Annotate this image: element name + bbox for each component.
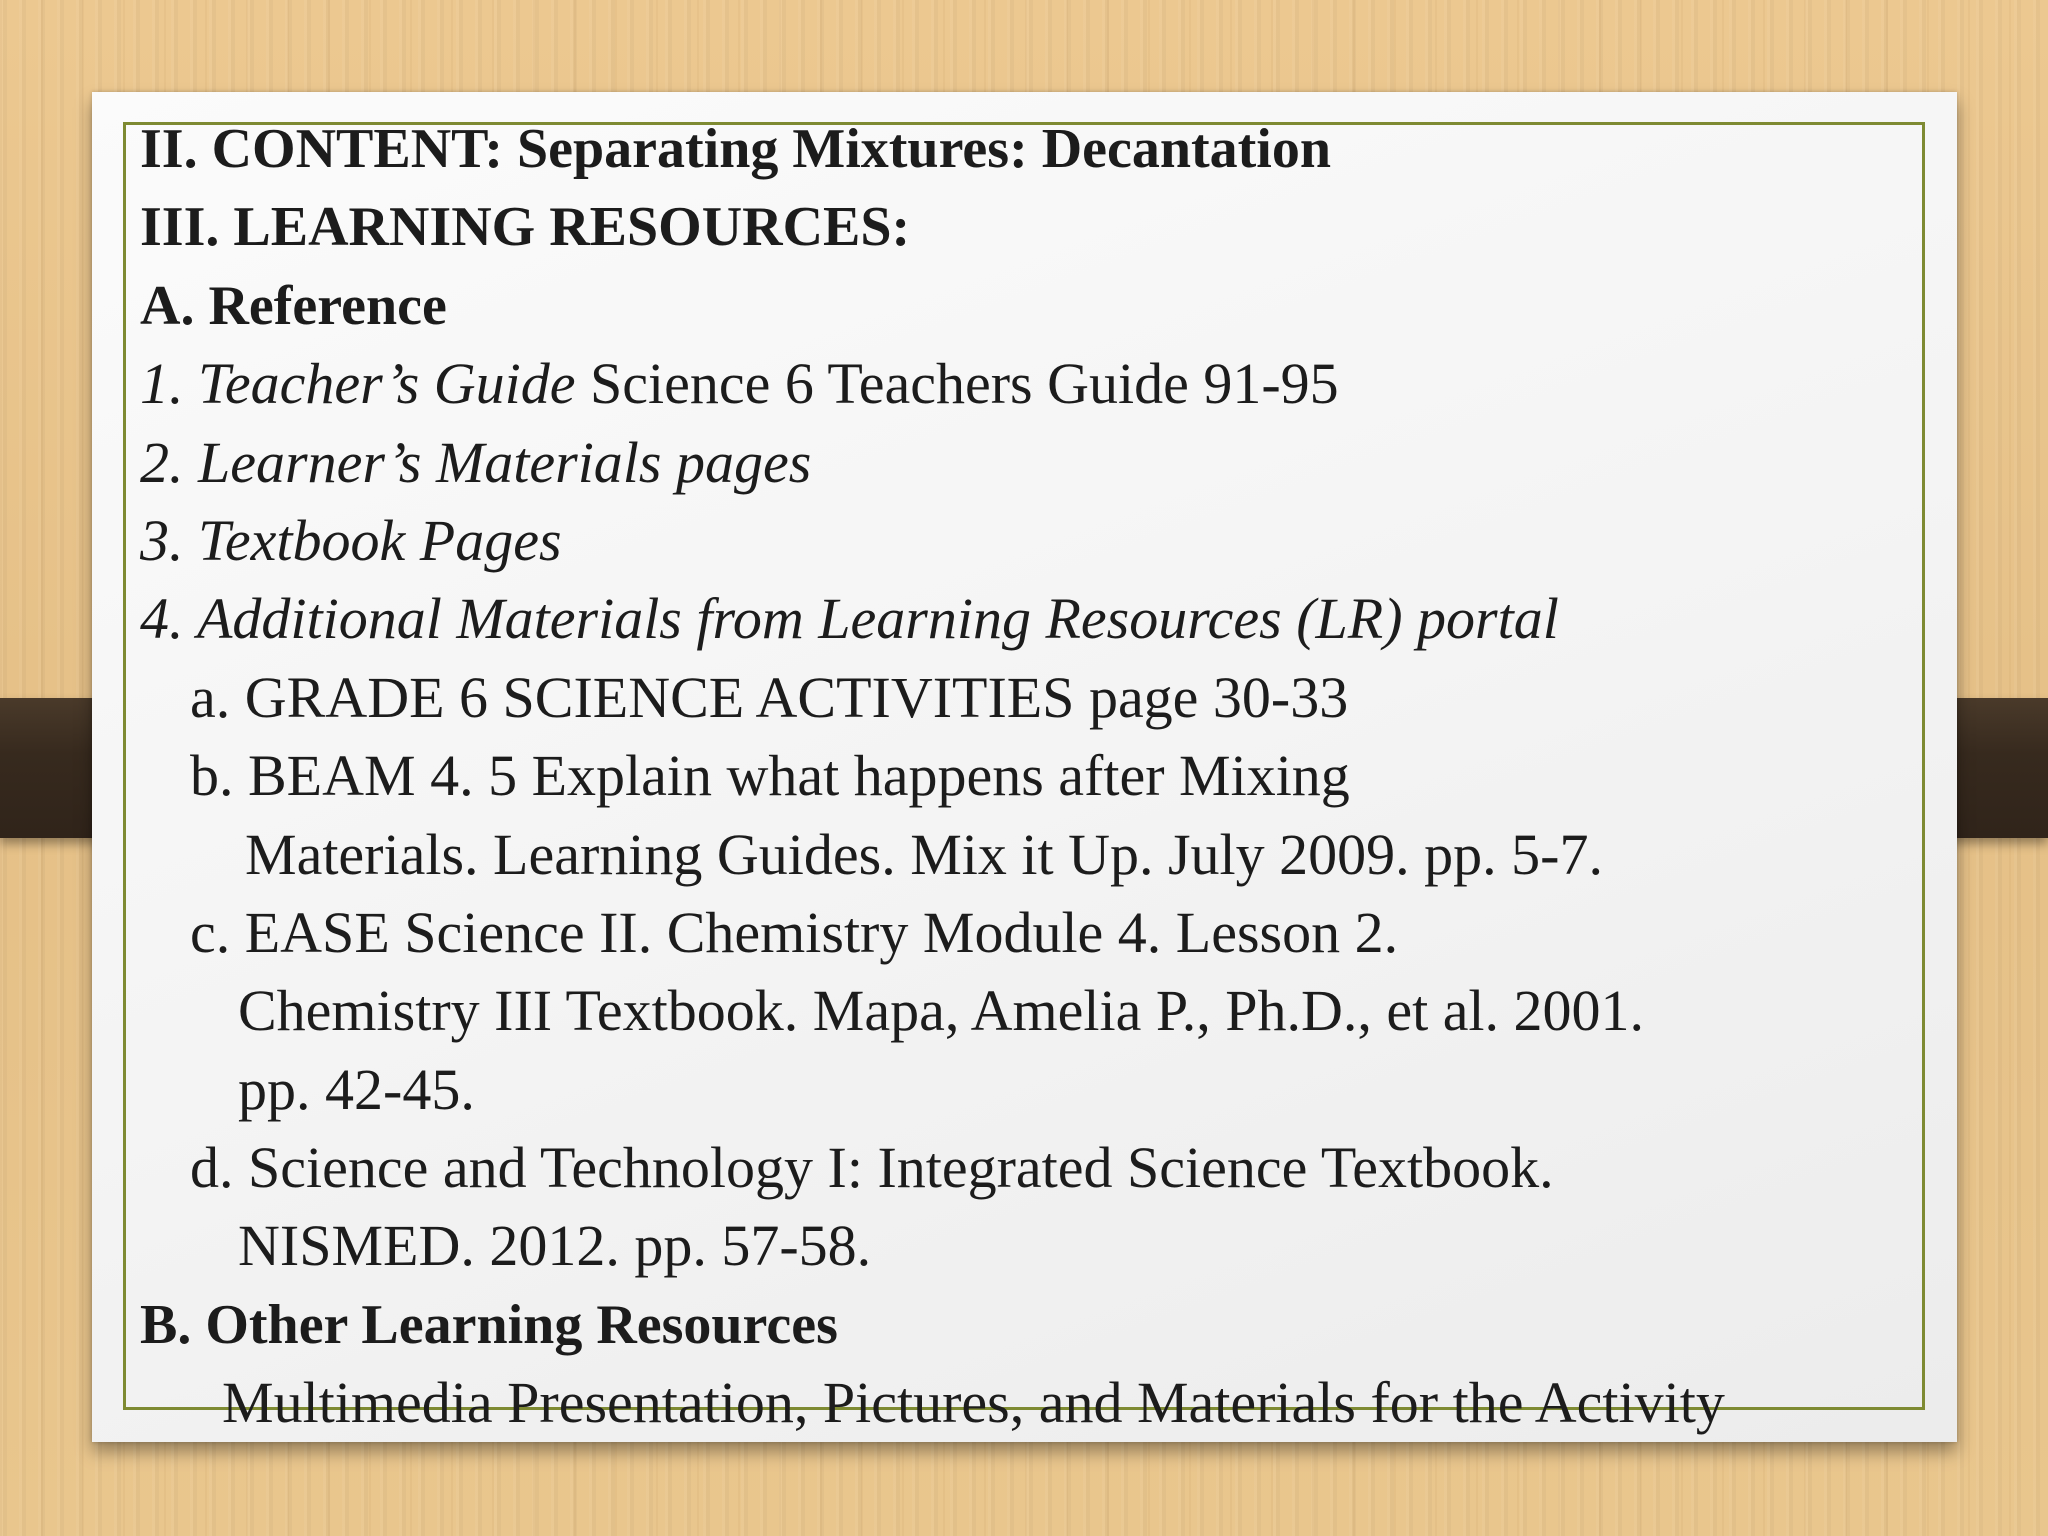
other-resources-text: Multimedia Presentation, Pictures, and Materials for the Activity	[222, 1370, 1725, 1436]
additional-item-d-cont: NISMED. 2012. pp. 57-58.	[238, 1213, 872, 1279]
slide-content	[140, 110, 1920, 1443]
additional-item-c-cont: Chemistry III Textbook. Mapa, Amelia P., Ph.D., et al. 2001.	[238, 978, 1645, 1044]
ref-item-additional-materials: 4. Additional Materials from Learning Resources (LR) portal	[140, 586, 1559, 652]
ref-item-teachers-guide	[140, 345, 1920, 423]
additional-item-c: c. EASE Science II. Chemistry Module 4. Lesson 2.	[190, 899, 1399, 965]
additional-item-c-cont: pp. 42-45.	[238, 1056, 475, 1122]
additional-item-a: a. GRADE 6 SCIENCE ACTIVITIES page 30-33	[190, 664, 1349, 730]
additional-item-b-cont: Materials. Learning Guides. Mix it Up. July 2009. pp. 5-7.	[245, 821, 1603, 887]
ref-item-label: 1. Teacher’s Guide	[140, 351, 576, 417]
reference-heading: A. Reference	[140, 274, 447, 337]
additional-item-b: b. BEAM 4. 5 Explain what happens after Mixing	[190, 743, 1350, 809]
resources-heading: III. LEARNING RESOURCES:	[140, 196, 911, 259]
additional-item-d: d. Science and Technology I: Integrated Science Textbook.	[190, 1135, 1554, 1201]
other-resources-heading: B. Other Learning Resources	[140, 1293, 838, 1356]
ref-item-text: Science 6 Teachers Guide 91-95	[575, 351, 1339, 417]
content-heading: II. CONTENT: Separating Mixtures: Decantation	[140, 118, 1332, 180]
ref-item-learners-materials: 2. Learner’s Materials pages	[140, 429, 812, 495]
ref-item-textbook-pages: 3. Textbook Pages	[140, 507, 562, 573]
